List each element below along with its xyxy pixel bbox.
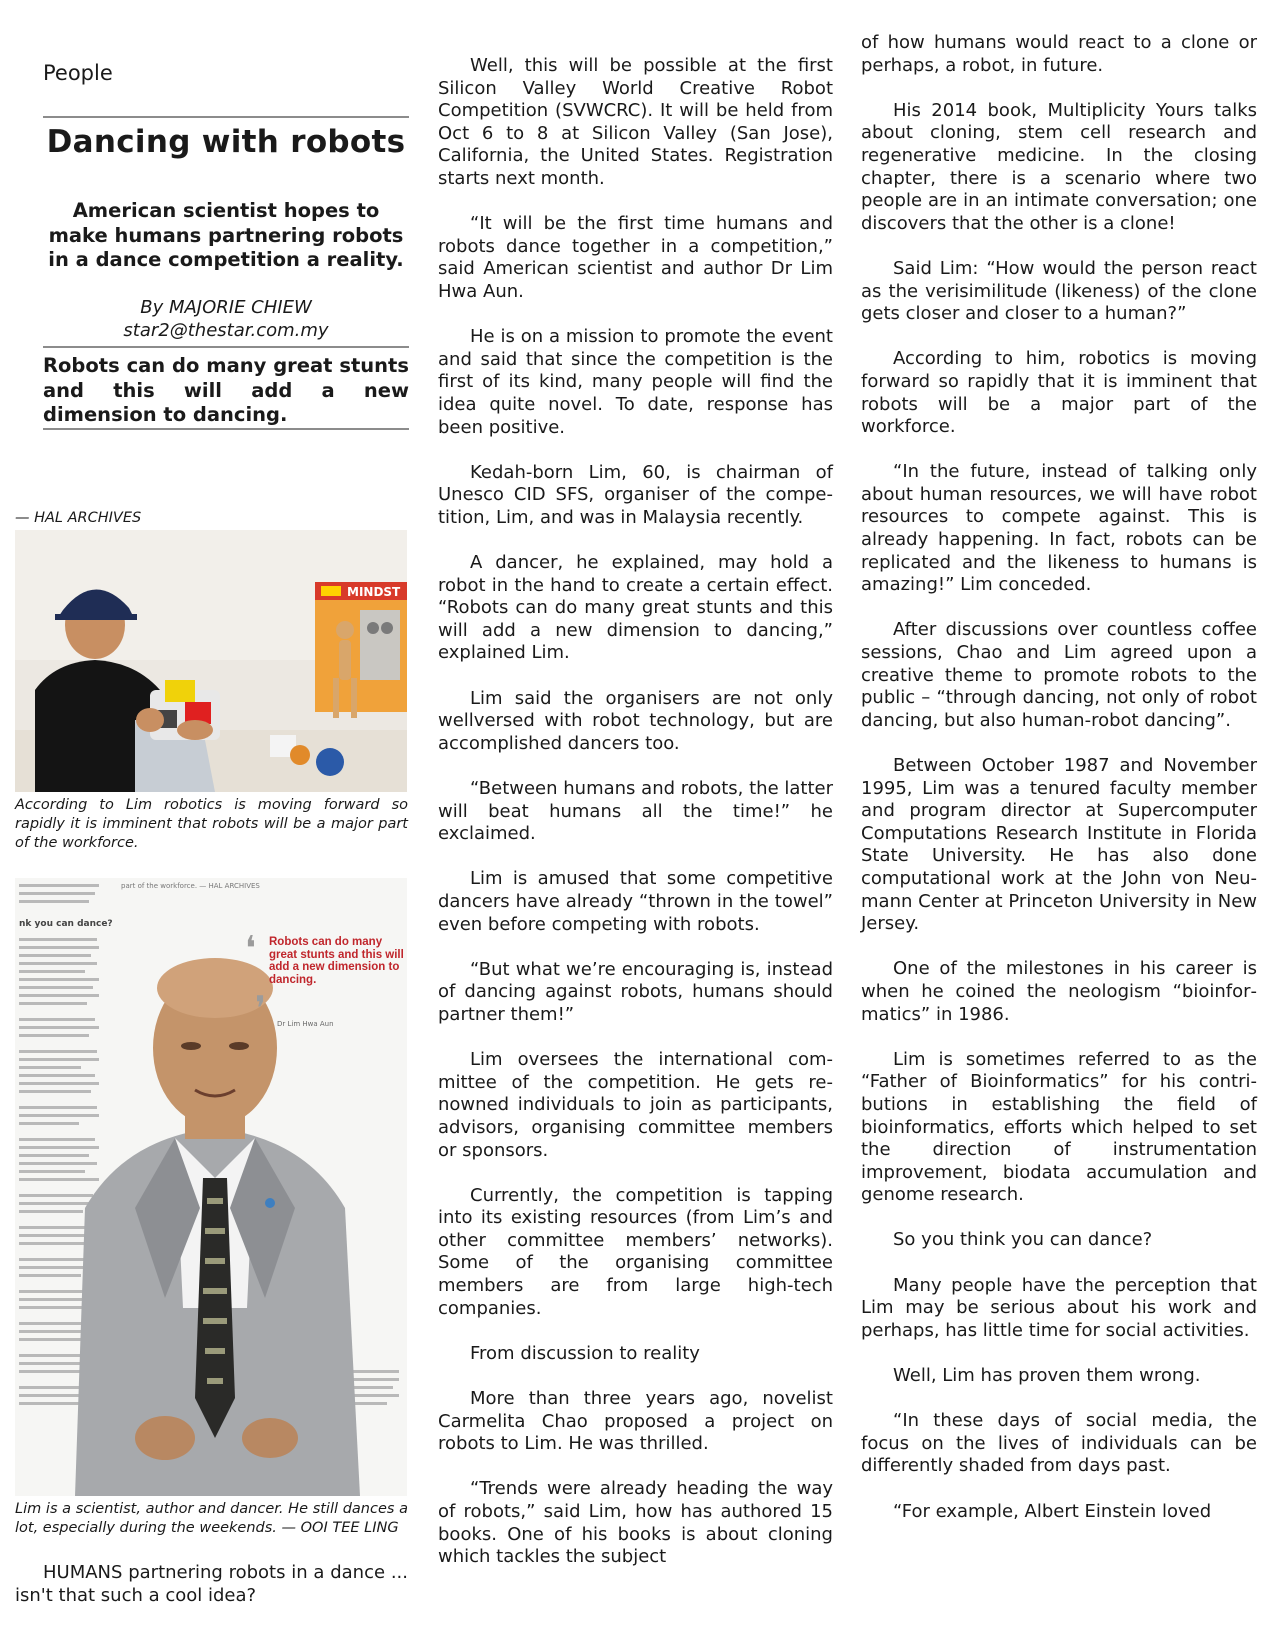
headline: Dancing with robots — [46, 124, 406, 160]
photo-caption: Lim is a scientist, author and dancer. He still dances a lot, especially during the weekends. — OOI TEE LING — [15, 1501, 408, 1536]
body-paragraph: Many people have the perception that Lim may be serious about his work and perhaps, has little time for social activities. — [861, 1274, 1257, 1341]
body-paragraph: “Trends were already heading the way of robots,” said Lim, how has authored 15 books. One of his books is about cloning which tackles the subject — [438, 1478, 833, 1568]
body-paragraph: His 2014 book, Multiplicity Yours talks about cloning, stem cell research and regenerative medicine. In the closing chapter, there is a scenario where two people are in an intimate conversation; one discovers that the other is a clone! — [861, 99, 1257, 234]
byline-author: By MAJORIE CHIEW — [140, 297, 312, 318]
body-paragraph: Lim is sometimes referred to as the “Father of Bioinformatics” for his contributions in establishing the field of bioinformatics, efforts which helped to set the direction of instrumentation improvement, biodata accumulation and genome research. — [861, 1048, 1257, 1206]
body-paragraph: Lim said the organisers are not only wellversed with robot technology, but are accomplished dancers too. — [438, 687, 833, 754]
photo-lim-portrait-image — [15, 878, 407, 1496]
body-paragraph: Lim is amused that some competitive dancers have already “thrown in the towel” even before competing with robots. — [438, 868, 833, 935]
photo-caption: According to Lim robotics is moving forward so rapidly it is imminent that robots will be a major part of the workforce. — [15, 797, 408, 851]
body-paragraph: According to him, robotics is moving forward so rapidly that it is imminent that robots will be a major part of the workforce. — [861, 348, 1257, 438]
body-paragraph: More than three years ago, novelist Carmelita Chao proposed a project on robots to Lim. He was thrilled. — [438, 1388, 833, 1455]
body-paragraph: Well, Lim has proven them wrong. — [893, 1365, 1201, 1387]
inset-credit: part of the workforce. — HAL ARCHIVES — [121, 882, 260, 890]
body-paragraph: He is on a mission to promote the event and said that since the competition is the first of its kind, many people will find the idea quite novel. To date, response has been positive. — [438, 326, 833, 438]
body-paragraph: A dancer, he explained, may hold a robot in the hand to create a certain effect. “Robots can do many great stunts and this will add a new dimension to dancing,” explained Lim. — [438, 552, 833, 664]
pull-quote: Robots can do many great stunts and this will add a new dimension to dancing. — [43, 354, 409, 426]
quote-mark-icon: ❛ — [245, 931, 256, 968]
body-paragraph: “In these days of social media, the focus on the lives of individuals can be differently shaded from days past. — [861, 1410, 1257, 1477]
body-paragraph: Lim oversees the international committee of the competition. He gets renowned individuals to join as participants, advisors, organising committee members or sponsors. — [438, 1049, 833, 1161]
body-paragraph: “But what we’re encouraging is, instead of dancing against robots, humans should partner them!” — [438, 958, 833, 1025]
body-paragraph: “In the future, instead of talking only about human resources, we will have robot resources to compete against. This is already happening. In fact, robots can be replicated and the likeness to humans is amazing!” Lim conceded. — [861, 461, 1257, 596]
divider — [43, 116, 409, 118]
section-label: People — [43, 61, 113, 85]
quote-mark-icon: ❜ — [255, 991, 266, 1028]
photo-lim-with-robots — [15, 530, 407, 792]
right-column — [861, 32, 1257, 1546]
divider — [43, 428, 409, 430]
body-paragraph: Currently, the competition is tapping into its existing resources (from Lim’s and other committee members’ networks). Some of the organising committee members are from large high-tech companies. — [438, 1184, 833, 1319]
subheading: From discussion to reality — [470, 1342, 700, 1364]
inset-attribution: Dr Lim Hwa Aun — [277, 1020, 334, 1028]
lede-paragraph: HUMANS partnering robots in a dance ... isn't that such a cool idea? — [15, 1562, 408, 1606]
body-paragraph: of how humans would react to a clone or perhaps, a robot, in future. — [861, 32, 1257, 76]
divider — [43, 346, 409, 348]
middle-column — [438, 55, 833, 1591]
box-label: MINDST — [347, 585, 401, 599]
body-paragraph: “For example, Albert Einstein loved — [893, 1500, 1212, 1522]
inset-section-heading: nk you can dance? — [19, 919, 113, 929]
left-column — [15, 0, 411, 1650]
body-paragraph: One of the milestones in his career is when he coined the neologism “bioinformatics” in 1986. — [861, 958, 1257, 1025]
body-paragraph: Well, this will be possible at the first Silicon Valley World Creative Robot Competition (SVWCRC). It will be held from Oct 6 to 8 at Silicon Valley (San Jose), California, the United States. Registration starts next month. — [438, 55, 833, 189]
photo-lim-portrait — [15, 878, 407, 1496]
body-paragraph: Said Lim: “How would the person react as the verisimilitude (likeness) of the clone gets closer and closer to a human?” — [861, 257, 1257, 325]
byline — [43, 296, 409, 342]
byline-email: star2@thestar.com.my — [123, 320, 329, 341]
photo-lim-with-robots-image — [15, 530, 407, 792]
body-paragraph: Between October 1987 and November 1995, Lim was a tenured faculty member and program director at Supercomputer Computations Research Institute in Florida State University. He has also done computational work at the John von Neumann Center at Princeton University in New Jersey. — [861, 755, 1257, 935]
body-paragraph: “Between humans and robots, the latter will beat humans all the time!” he exclaimed. — [438, 778, 833, 845]
body-paragraph: “It will be the first time humans and robots dance together in a competition,” said American scientist and author Dr Lim Hwa Aun. — [438, 213, 833, 302]
body-paragraph: Kedah-born Lim, 60, is chairman of Unesco CID SFS, organiser of the competition, Lim, and was in Malaysia recently. — [438, 461, 833, 528]
subheading: So you think you can dance? — [893, 1229, 1153, 1251]
body-paragraph: After discussions over countless coffee sessions, Chao and Lim agreed upon a creative theme to promote robots to the public – “through dancing, not only of robot dancing, but also human-robot dancing”. — [861, 619, 1257, 731]
inset-quote: Robots can do many great stunts and this will add a new dimension to dancing. — [269, 936, 404, 986]
subheadline: American scientist hopes to make humans partnering robots in a dance competition a reality. — [48, 199, 404, 271]
photo-credit: — HAL ARCHIVES — [15, 510, 142, 526]
